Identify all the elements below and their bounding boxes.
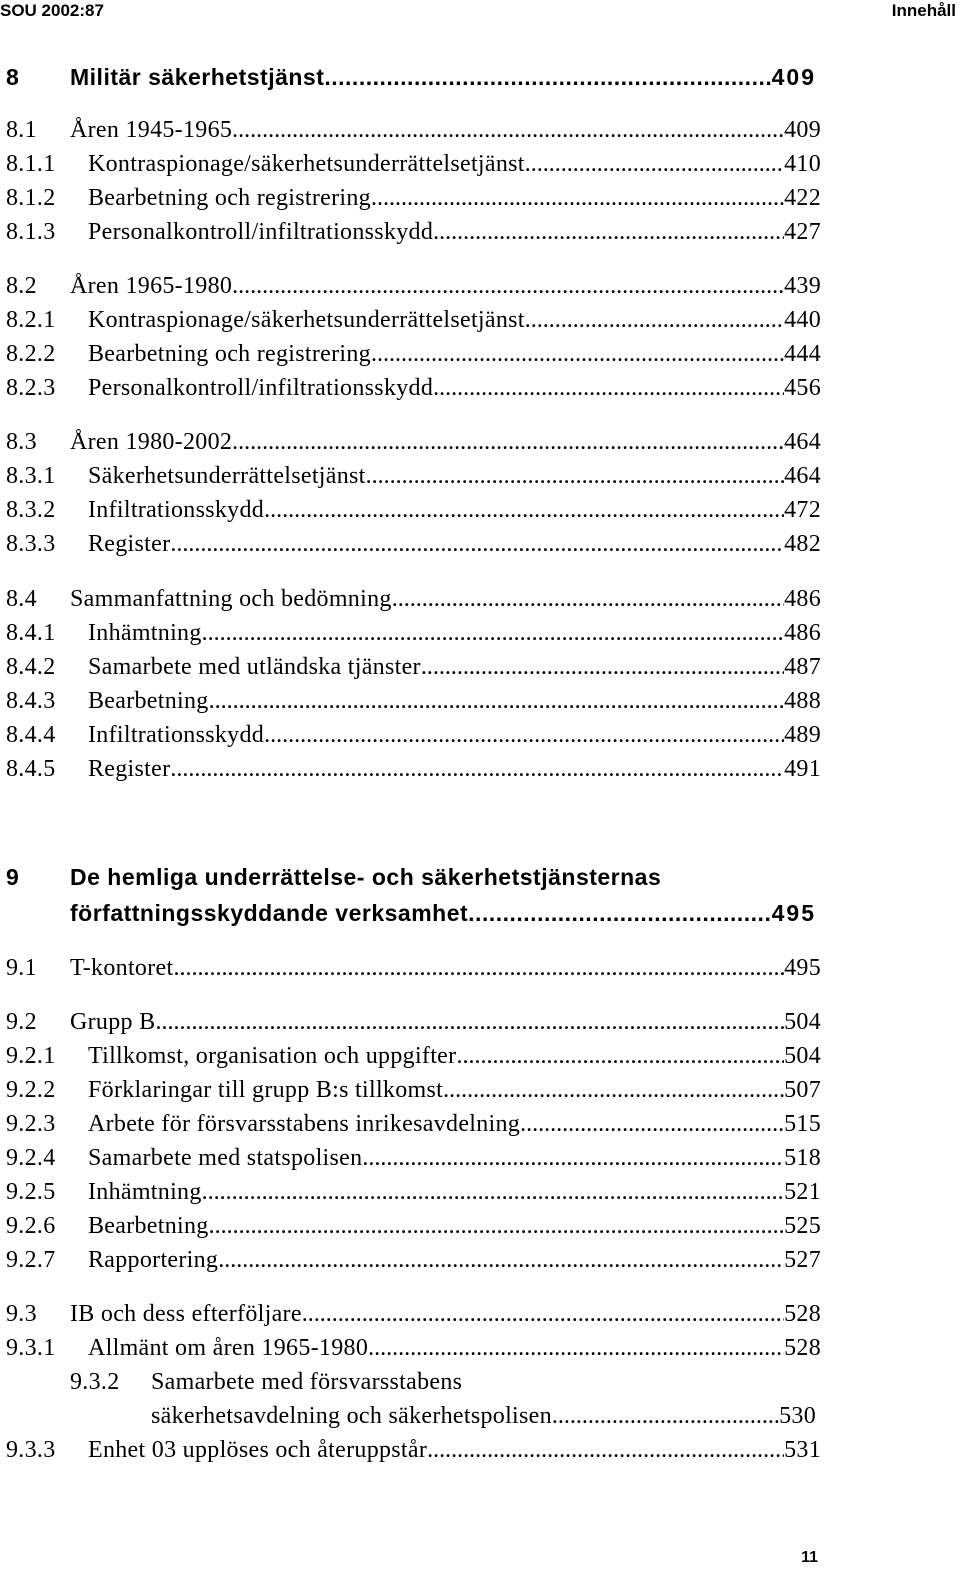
toc-title-line: säkerhetsavdelning och säkerhetspolisen [151,1403,552,1429]
toc-page: 456 [784,375,821,401]
toc-entry-8-2-2[interactable] [6,341,821,368]
dot-leader [520,1111,784,1138]
toc-page: 521 [784,1179,821,1205]
dot-leader [173,955,784,982]
toc-chapter-9-number: 9 [6,864,19,890]
toc-page: 409 [784,117,821,143]
toc-chapter-8[interactable] [6,64,816,91]
toc-page: 422 [784,185,821,211]
dot-leader [362,1145,784,1172]
toc-entry-8-3-2[interactable] [6,497,821,524]
toc-number: 8.1 [6,117,37,143]
toc-title: Förklaringar till grupp B:s tillkomst [88,1077,444,1103]
toc-title: Bearbetning och registrering [88,185,371,211]
toc-title: Bearbetning [88,688,209,714]
dot-leader [232,273,784,300]
toc-entry-8-2[interactable] [6,273,821,300]
dot-leader [392,586,784,613]
dot-leader [202,620,784,647]
toc-entry-9-1[interactable] [6,955,821,982]
toc-entry-9-2-3[interactable] [6,1111,821,1138]
toc-page: 488 [784,688,821,714]
toc-page: 528 [784,1301,821,1327]
toc-entry-8-1[interactable] [6,117,821,144]
toc-title: Register [88,756,171,782]
toc-page: 427 [784,219,821,245]
toc-title: Inhämtning [88,620,202,646]
toc-title: Åren 1965-1980 [70,273,233,299]
toc-number: 8.2.1 [6,307,56,333]
toc-page: 518 [784,1145,821,1171]
toc-entry-8-1-2[interactable] [6,185,821,212]
toc-number: 8.2 [6,273,37,299]
toc-title-line: De hemliga underrättelse- och säkerhetstjänsternas [70,864,662,890]
dot-leader [421,654,784,681]
toc-number: 8.4.1 [6,620,56,646]
toc-entry-9-3-1[interactable] [6,1335,821,1362]
toc-number: 9.3.1 [6,1335,56,1361]
dot-leader [443,1077,784,1104]
toc-page: 472 [784,497,821,523]
dot-leader [170,756,784,783]
dot-leader [209,1213,785,1240]
toc-number: 9.3.3 [6,1437,56,1463]
toc-title: Arbete för försvarsstabens inrikesavdelning [88,1111,521,1137]
toc-entry-8-2-3[interactable] [6,375,821,402]
toc-page: 489 [784,722,821,748]
dot-leader [202,1179,784,1206]
toc-number: 8.3.1 [6,463,56,489]
dot-leader [427,1437,784,1464]
dot-leader [324,64,771,91]
toc-entry-9-3-3[interactable] [6,1437,821,1464]
toc-number: 9.3 [6,1301,37,1327]
toc-entry-9-2-2[interactable] [6,1077,821,1104]
dot-leader [525,151,784,178]
toc-entry-8-4-5[interactable] [6,756,821,783]
dot-leader [433,219,784,246]
toc-number: 8.3.3 [6,531,56,557]
toc-page: 491 [784,756,821,782]
toc-number: 8.4.2 [6,654,56,680]
dot-leader [525,307,784,334]
toc-page: 495 [784,955,821,981]
toc-page: 515 [784,1111,821,1137]
toc-entry-8-4-1[interactable] [6,620,821,647]
toc-entry-8-3-3[interactable] [6,531,821,558]
toc-title: Kontraspionage/säkerhetsunderrättelsetjänst [88,151,525,177]
toc-title: Åren 1945-1965 [70,117,233,143]
dot-leader [552,1403,779,1430]
toc-title: Rapportering [88,1247,219,1273]
dot-leader [209,688,785,715]
toc-page: 528 [784,1335,821,1361]
toc-page: 504 [784,1009,821,1035]
toc-number: 8.4 [6,586,37,612]
dot-leader [456,1043,784,1070]
dot-leader [371,185,784,212]
dot-leader [433,375,784,402]
toc-number: 8.1.2 [6,185,56,211]
toc-page: 531 [784,1437,821,1463]
toc-number: 9.3.2 [70,1369,120,1395]
toc-page: 410 [784,151,821,177]
toc-entry-9-2-6[interactable] [6,1213,821,1240]
toc-title: IB och dess efterföljare [70,1301,302,1327]
dot-leader [468,900,771,927]
toc-number: 9.2.4 [6,1145,56,1171]
toc-page: 464 [784,429,821,455]
toc-title: Bearbetning och registrering [88,341,371,367]
toc-entry-8-3[interactable] [6,429,821,456]
toc-title: Sammanfattning och bedömning [70,586,392,612]
dot-leader [366,463,784,490]
toc-page: 504 [784,1043,821,1069]
toc-page: 440 [784,307,821,333]
toc-title: Register [88,531,171,557]
toc-entry-9-3-2-line2[interactable] [151,1403,816,1430]
toc-entry-8-4-3[interactable] [6,688,821,715]
toc-number: 8.4.4 [6,722,56,748]
toc-page: 444 [784,341,821,367]
toc-page: 487 [784,654,821,680]
toc-number: 9.2.1 [6,1043,56,1069]
page-number: 11 [801,1549,818,1566]
toc-number: 8.2.2 [6,341,56,367]
toc-title: Samarbete med statspolisen [88,1145,363,1171]
toc-number: 9.1 [6,955,37,981]
toc-entry-9-2-4[interactable] [6,1145,821,1172]
toc-title: Personalkontroll/infiltrationsskydd [88,219,434,245]
toc-title: Militär säkerhetstjänst [70,64,325,90]
toc-title: Bearbetning [88,1213,209,1239]
toc-title: Enhet 03 upplöses och återuppstår [88,1437,428,1463]
toc-title: Personalkontroll/infiltrationsskydd [88,375,434,401]
toc-number: 9.2.6 [6,1213,56,1239]
toc-page: 486 [784,586,821,612]
toc-page: 439 [784,273,821,299]
toc-entry-8-4-2[interactable] [6,654,821,681]
dot-leader [170,531,784,558]
toc-number: 8.1.1 [6,151,56,177]
toc-number: 8.2.3 [6,375,56,401]
toc-entry-8-4[interactable] [6,586,821,613]
toc-title: Grupp B [70,1009,156,1035]
toc-number: 8.3 [6,429,37,455]
toc-title: Infiltrationsskydd [88,722,265,748]
toc-title-line: författningsskyddande verksamhet [70,900,469,926]
toc-title: Säkerhetsunderrättelsetjänst [88,463,366,489]
toc-page: 527 [784,1247,821,1273]
toc-page: 486 [784,620,821,646]
toc-title: Åren 1980-2002 [70,429,233,455]
toc-page: 530 [779,1403,816,1429]
toc-title: T-kontoret [70,955,174,981]
dot-leader [264,722,784,749]
dot-leader [218,1247,784,1274]
toc-title: Inhämtning [88,1179,202,1205]
toc-title: Infiltrationsskydd [88,497,265,523]
toc-page: 409 [771,64,816,90]
dot-leader [155,1009,784,1036]
dot-leader [264,497,784,524]
toc-entry-9-3[interactable] [6,1301,821,1328]
dot-leader [371,341,784,368]
toc-title: Kontraspionage/säkerhetsunderrättelsetjänst [88,307,525,333]
toc-number: 8.3.2 [6,497,56,523]
toc-entry-8-3-1[interactable] [6,463,821,490]
toc-page: 464 [784,463,821,489]
dot-leader [302,1301,784,1328]
toc-entry-9-2-7[interactable] [6,1247,821,1274]
toc-entry-8-4-4[interactable] [6,722,821,749]
toc-number: 9.2.3 [6,1111,56,1137]
toc-chapter-9-line2[interactable] [70,900,816,927]
toc-page: 507 [784,1077,821,1103]
toc-number: 8.4.3 [6,688,56,714]
toc-entry-8-2-1[interactable] [6,307,821,334]
toc-entry-8-1-1[interactable] [6,151,821,178]
dot-leader [232,429,784,456]
toc-page: 525 [784,1213,821,1239]
toc-title: Tillkomst, organisation och uppgifter [88,1043,457,1069]
toc-entry-9-3-2-line1[interactable] [70,1369,462,1396]
toc-page: 482 [784,531,821,557]
toc-number: 9.2.2 [6,1077,56,1103]
toc-number: 8.1.3 [6,219,56,245]
toc-entry-9-2-1[interactable] [6,1043,821,1070]
toc-title-line: Samarbete med försvarsstabens [151,1369,463,1395]
toc-entry-9-2-5[interactable] [6,1179,821,1206]
running-header-left: SOU 2002:87 [0,1,104,20]
toc-page: 495 [771,900,816,926]
dot-leader [368,1335,784,1362]
dot-leader [232,117,784,144]
toc-title: Samarbete med utländska tjänster [88,654,421,680]
toc-chapter-9-line1[interactable] [70,864,661,891]
toc-number: 9.2 [6,1009,37,1035]
toc-number: 9.2.5 [6,1179,56,1205]
toc-number: 9.2.7 [6,1247,56,1273]
toc-entry-8-1-3[interactable] [6,219,821,246]
toc-entry-9-2[interactable] [6,1009,821,1036]
toc-title: Allmänt om åren 1965-1980 [88,1335,369,1361]
toc-number: 8 [6,64,20,90]
toc-number: 8.4.5 [6,756,56,782]
running-header-right: Innehåll [891,1,956,20]
